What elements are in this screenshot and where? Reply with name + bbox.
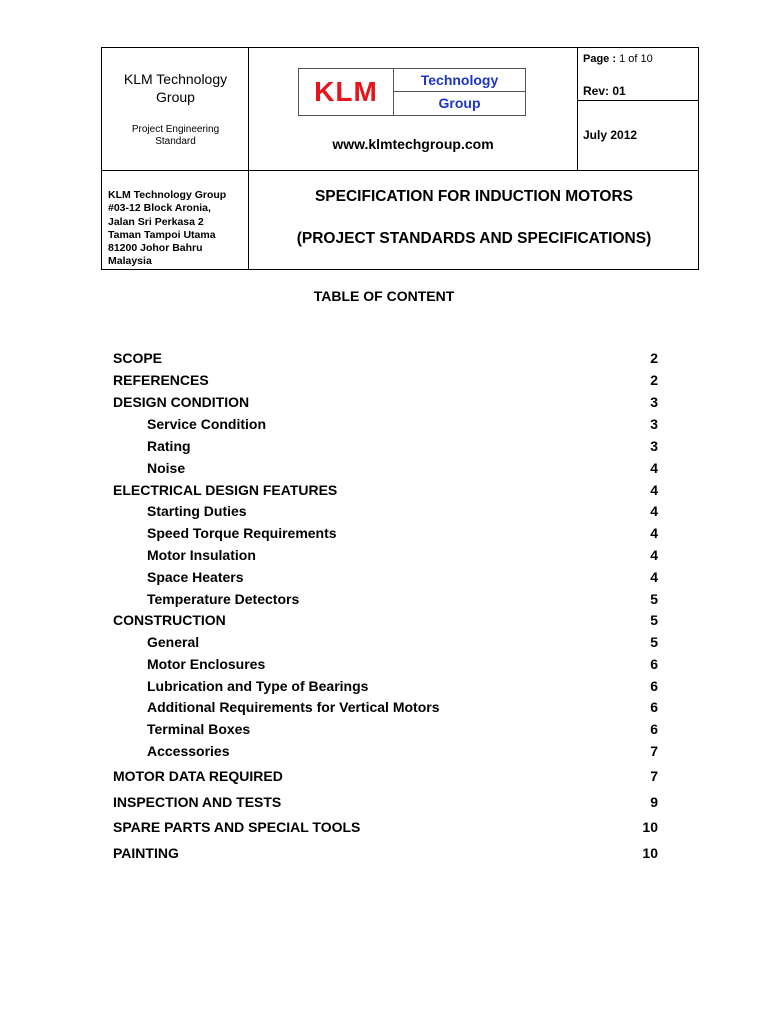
- toc-entry[interactable]: [113, 414, 658, 434]
- toc-entry-page: 6: [650, 678, 658, 694]
- toc-entry-title: Noise: [147, 460, 186, 476]
- toc-entry-title: Temperature Detectors: [147, 591, 300, 607]
- toc-entry[interactable]: [113, 654, 658, 674]
- toc-entry[interactable]: [113, 792, 658, 812]
- toc-entry-page: 7: [650, 743, 658, 759]
- toc-entry[interactable]: [113, 676, 658, 696]
- toc-entry-page: 4: [650, 525, 658, 541]
- toc-entry-title: Motor Insulation: [147, 547, 256, 563]
- page-number: [583, 53, 653, 65]
- company-name: [102, 70, 249, 106]
- toc-entry-title: Terminal Boxes: [147, 721, 251, 737]
- toc-entry-page: 3: [650, 416, 658, 432]
- toc-entry[interactable]: [113, 480, 658, 500]
- toc-entry-page: 3: [650, 438, 658, 454]
- toc-entry[interactable]: [113, 458, 658, 478]
- toc-entry-page: 6: [650, 656, 658, 672]
- toc-entry[interactable]: [113, 436, 658, 456]
- toc-entry[interactable]: [113, 843, 658, 863]
- toc-entry[interactable]: [113, 817, 658, 837]
- logo-technology-text: Technology: [394, 69, 525, 92]
- divider: [577, 100, 698, 101]
- toc-entry[interactable]: [113, 632, 658, 652]
- toc-entry-title: MOTOR DATA REQUIRED: [113, 768, 283, 784]
- toc-entry-page: 4: [650, 547, 658, 563]
- toc-entry[interactable]: [113, 589, 658, 609]
- address-line: KLM Technology Group: [108, 189, 227, 201]
- toc-entry-title: General: [147, 634, 200, 650]
- toc-entry-title: PAINTING: [113, 845, 179, 861]
- toc-entry-page: 6: [650, 721, 658, 737]
- toc-entry[interactable]: [113, 766, 658, 786]
- address-line: #03-12 Block Aronia,: [108, 202, 211, 215]
- toc-entry-page: 2: [650, 350, 658, 366]
- toc-entry-title: INSPECTION AND TESTS: [113, 794, 282, 810]
- toc-entry-title: SCOPE: [113, 350, 163, 366]
- toc-entry[interactable]: [113, 501, 658, 521]
- divider: [577, 48, 578, 170]
- toc-entry-page: 3: [650, 394, 658, 410]
- company-address: [108, 189, 248, 269]
- page-value: 1 of 10: [619, 53, 653, 65]
- toc-entry-title: Service Condition: [147, 416, 267, 432]
- company-name-line1: KLM Technology: [123, 71, 228, 87]
- address-line: Jalan Sri Perkasa 2: [108, 215, 204, 228]
- toc-entry-page: 10: [642, 845, 658, 861]
- toc-entry-title: SPARE PARTS AND SPECIAL TOOLS: [113, 819, 361, 835]
- toc-entry[interactable]: [113, 741, 658, 761]
- toc-entry[interactable]: [113, 545, 658, 565]
- address-line: Taman Tampoi Utama: [108, 228, 216, 241]
- toc-entry-page: 7: [650, 768, 658, 784]
- logo-group-text: Group: [438, 95, 481, 111]
- page-label: Page :: [583, 53, 617, 65]
- company-name-line2: Group: [156, 89, 195, 105]
- standard-line2: Standard: [155, 136, 196, 147]
- toc-entry[interactable]: [113, 348, 658, 368]
- document-title: SPECIFICATION FOR INDUCTION MOTORS: [314, 188, 634, 205]
- address-line: 81200 Johor Bahru: [108, 242, 203, 255]
- toc-entry-page: 9: [650, 794, 658, 810]
- toc-entry-title: Rating: [147, 438, 191, 454]
- toc-entry[interactable]: [113, 523, 658, 543]
- toc-entry-page: 2: [650, 372, 658, 388]
- toc-entry-page: 4: [650, 503, 658, 519]
- toc-entry-page: 4: [650, 569, 658, 585]
- toc-entry-title: CONSTRUCTION: [113, 612, 226, 628]
- toc-entry-title: Starting Duties: [147, 503, 247, 519]
- document-header: [101, 47, 699, 270]
- toc-entry[interactable]: [113, 567, 658, 587]
- toc-entry-page: 5: [650, 591, 658, 607]
- toc-entry[interactable]: [113, 370, 658, 390]
- standard-type: [102, 124, 249, 148]
- address-line: Malaysia: [108, 255, 152, 268]
- toc-heading: TABLE OF CONTENT: [313, 288, 455, 304]
- toc-entry-title: Speed Torque Requirements: [147, 525, 337, 541]
- toc-entry-page: 5: [650, 634, 658, 650]
- toc-entry-title: Motor Enclosures: [147, 656, 266, 672]
- toc-entry-page: 6: [650, 699, 658, 715]
- toc-entry-title: Accessories: [147, 743, 230, 759]
- toc-entry[interactable]: [113, 392, 658, 412]
- toc-entry-title: Additional Requirements for Vertical Motors: [147, 699, 440, 715]
- toc-entry-page: 5: [650, 612, 658, 628]
- toc-entry-page: 10: [642, 819, 658, 835]
- toc-entry-page: 4: [650, 482, 658, 498]
- company-block: [102, 48, 249, 170]
- toc-entry-title: REFERENCES: [113, 372, 209, 388]
- revision: Rev: 01: [583, 84, 626, 98]
- toc-entry[interactable]: [113, 610, 658, 630]
- toc-entry[interactable]: [113, 719, 658, 739]
- website-url: www.klmtechgroup.com: [332, 136, 494, 152]
- logo-klm-text: KLM: [299, 69, 394, 115]
- toc-entry-title: DESIGN CONDITION: [113, 394, 250, 410]
- toc-entry[interactable]: [113, 697, 658, 717]
- document-date: July 2012: [583, 128, 638, 142]
- toc-entry-title: Space Heaters: [147, 569, 244, 585]
- toc-entry-title: Lubrication and Type of Bearings: [147, 678, 369, 694]
- toc-entry-title: ELECTRICAL DESIGN FEATURES: [113, 482, 338, 498]
- company-logo: [298, 68, 526, 116]
- standard-line1: Project Engineering: [131, 124, 220, 135]
- divider: [102, 170, 698, 171]
- document-subtitle: (PROJECT STANDARDS AND SPECIFICATIONS): [296, 230, 652, 247]
- toc-entry-page: 4: [650, 460, 658, 476]
